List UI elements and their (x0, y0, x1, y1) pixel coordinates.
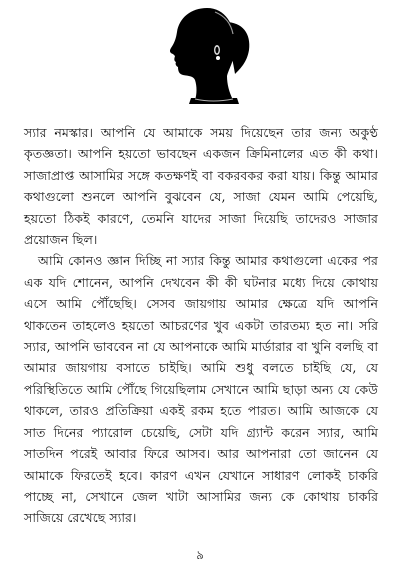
paragraph-1: স্যার নমস্কার। আপনি যে আমাকে সময় দিয়েছেন তার জন্য অকুণ্ঠ কৃতজ্ঞতা। আপনি হয়তো ভাবছেন একজন ক্রিমিনালের এত কী কথা। সাজাপ্রাপ্ত আসামির সঙ্গে কতক্ষণই বা বকরবকর করা যায়। কিন্তু আমার কথাগুলো শুনলে আপনি বুঝবেন যে, সাজা যেমন আমি পেয়েছি, হয়তো ঠিকই কারণে, তেমনি যাদের সাজা দিয়েছি তাদেরও সাজার প্রয়োজন ছিল। (24, 125, 378, 248)
paragraph-2: আমি কোনও জ্ঞান দিচ্ছি না স্যার কিন্তু আমার কথাগুলো একের পর এক যদি শোনেন, আপনি দেখবেন কী কী ঘটনার মধ্যে দিয়ে কোথায় এসে আমি পৌঁছেছি। সেসব জায়গায় আমার ক্ষেত্রে যদি আপনি থাকতেন তাহলেও হয়তো আচরণের খুব একটা তারতম্য হত না। সরি স্যার, আপনি ভাববেন না যে আপনাকে আমি মার্ডারার বা খুনি বলছি বা আমার জায়গায় বসাতে চাইছি। আমি শুধু বলতে চাইছি যে, যে পরিস্থিতিতে আমি পৌঁছে গিয়েছিলাম সেখানে আমি ছাড়া অন্য যে কেউ থাকলে, তারও প্রতিক্রিয়া একই রকম হতে পারত। আমি আজকে যে সাত দিনের প্যারোল চেয়েছি, সেটা যদি গ্র্যান্ট করেন স্যার, আমি সাতদিন পরেই আবার ফিরে আসব। আর আপনারা তো জানেন যে আমাকে ফিরতেই হবে। কারণ এখন যেখানে সাধারণ লোকই চাকরি পাচ্ছে না, সেখানে জেল খাটা আসামির জন্য কে কোথায় চাকরি সাজিয়ে রেখেছে স্যার। (24, 253, 378, 526)
woman-silhouette-icon (155, 4, 255, 112)
page-number: ৯ (196, 548, 204, 562)
story-text (24, 122, 378, 529)
